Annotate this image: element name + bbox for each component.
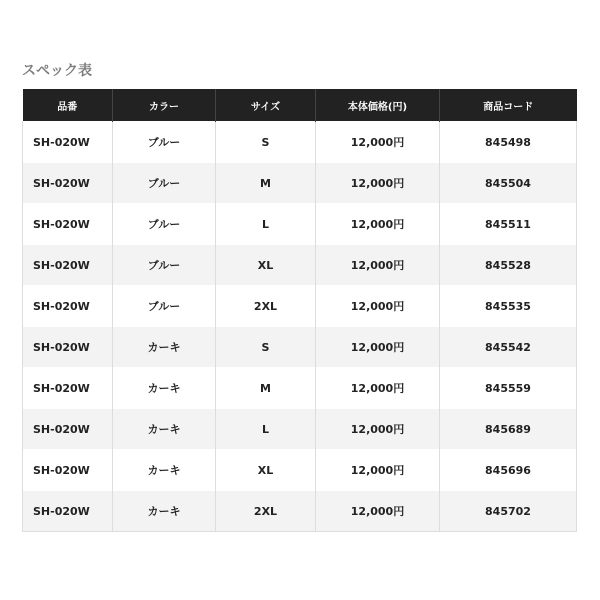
cell-price: 12,000円 bbox=[316, 286, 440, 327]
cell-color: ブルー bbox=[113, 122, 216, 163]
table-row bbox=[23, 204, 577, 245]
cell-color: カーキ bbox=[113, 491, 216, 532]
table-row bbox=[23, 163, 577, 204]
cell-product-code: 845689 bbox=[440, 409, 577, 450]
header-cell-part-number: 品番 bbox=[23, 89, 113, 122]
spec-table-heading: スペック表 bbox=[22, 63, 92, 79]
cell-size: M bbox=[216, 368, 316, 409]
cell-size: S bbox=[216, 122, 316, 163]
cell-size: L bbox=[216, 409, 316, 450]
cell-color: カーキ bbox=[113, 409, 216, 450]
cell-price: 12,000円 bbox=[316, 245, 440, 286]
cell-price: 12,000円 bbox=[316, 491, 440, 532]
table-row bbox=[23, 245, 577, 286]
cell-color: ブルー bbox=[113, 163, 216, 204]
cell-product-code: 845542 bbox=[440, 327, 577, 368]
cell-price: 12,000円 bbox=[316, 122, 440, 163]
cell-color: ブルー bbox=[113, 286, 216, 327]
cell-product-code: 845696 bbox=[440, 450, 577, 491]
table-row bbox=[23, 368, 577, 409]
cell-part-number: SH-020W bbox=[23, 450, 113, 491]
cell-part-number: SH-020W bbox=[23, 245, 113, 286]
cell-size: S bbox=[216, 327, 316, 368]
cell-part-number: SH-020W bbox=[23, 368, 113, 409]
cell-part-number: SH-020W bbox=[23, 327, 113, 368]
cell-price: 12,000円 bbox=[316, 327, 440, 368]
cell-size: 2XL bbox=[216, 491, 316, 532]
table-row bbox=[23, 286, 577, 327]
spec-table bbox=[22, 89, 577, 532]
cell-size: XL bbox=[216, 450, 316, 491]
cell-size: M bbox=[216, 163, 316, 204]
header-row bbox=[23, 89, 577, 122]
cell-part-number: SH-020W bbox=[23, 122, 113, 163]
cell-part-number: SH-020W bbox=[23, 286, 113, 327]
cell-product-code: 845504 bbox=[440, 163, 577, 204]
cell-color: ブルー bbox=[113, 245, 216, 286]
cell-product-code: 845528 bbox=[440, 245, 577, 286]
cell-size: XL bbox=[216, 245, 316, 286]
cell-color: ブルー bbox=[113, 204, 216, 245]
table-row bbox=[23, 327, 577, 368]
header-cell-color: カラー bbox=[113, 89, 216, 122]
cell-price: 12,000円 bbox=[316, 450, 440, 491]
cell-price: 12,000円 bbox=[316, 204, 440, 245]
table-row bbox=[23, 409, 577, 450]
cell-product-code: 845559 bbox=[440, 368, 577, 409]
cell-part-number: SH-020W bbox=[23, 409, 113, 450]
cell-size: 2XL bbox=[216, 286, 316, 327]
cell-color: カーキ bbox=[113, 327, 216, 368]
header-cell-price: 本体価格(円) bbox=[316, 89, 440, 122]
cell-price: 12,000円 bbox=[316, 409, 440, 450]
table-row bbox=[23, 491, 577, 532]
cell-size: L bbox=[216, 204, 316, 245]
cell-part-number: SH-020W bbox=[23, 204, 113, 245]
cell-color: カーキ bbox=[113, 368, 216, 409]
spec-table-header bbox=[23, 89, 577, 122]
cell-part-number: SH-020W bbox=[23, 491, 113, 532]
cell-price: 12,000円 bbox=[316, 368, 440, 409]
cell-color: カーキ bbox=[113, 450, 216, 491]
header-cell-product-code: 商品コード bbox=[440, 89, 577, 122]
table-row bbox=[23, 450, 577, 491]
header-cell-size: サイズ bbox=[216, 89, 316, 122]
cell-product-code: 845511 bbox=[440, 204, 577, 245]
cell-product-code: 845498 bbox=[440, 122, 577, 163]
spec-table-body bbox=[23, 122, 577, 532]
cell-price: 12,000円 bbox=[316, 163, 440, 204]
cell-part-number: SH-020W bbox=[23, 163, 113, 204]
table-row bbox=[23, 122, 577, 163]
cell-product-code: 845535 bbox=[440, 286, 577, 327]
cell-product-code: 845702 bbox=[440, 491, 577, 532]
